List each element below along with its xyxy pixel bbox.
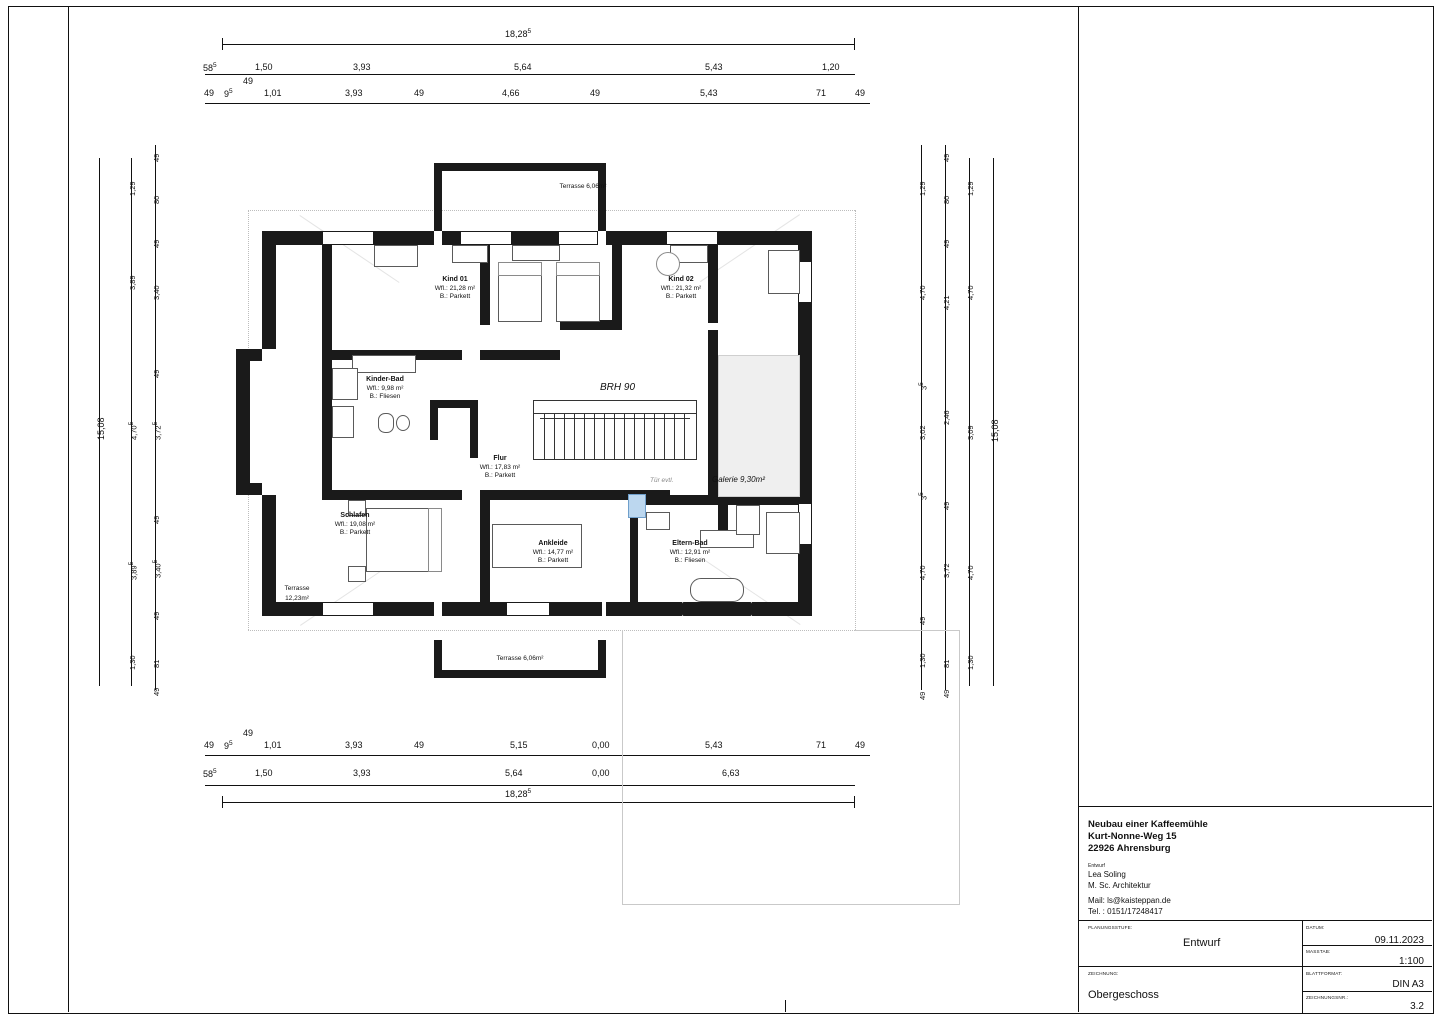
room-floor: B.: Parkett <box>439 293 471 300</box>
dim-tick <box>854 38 855 50</box>
dim-tick <box>854 796 855 808</box>
dim-right-c-8: 49 <box>942 689 951 698</box>
dim-right-b-5: 4,70 <box>918 565 927 580</box>
zeichnung-cell <box>1078 967 1302 1013</box>
dim-top-r2-5: 4,66 <box>502 88 520 98</box>
room-label-flur <box>455 455 545 481</box>
dim-left-b-line <box>155 145 156 690</box>
room-floor: B.: Fliesen <box>674 557 706 564</box>
room-name: Flur <box>493 455 507 462</box>
dim-top-r2-2: 1,01 <box>264 88 282 98</box>
designer-block <box>1088 869 1151 891</box>
dim-right-d-3: 4,70 <box>966 565 975 580</box>
room-floor: B.: Parkett <box>339 529 371 536</box>
planungsstufe-value: Entwurf <box>1183 937 1221 949</box>
guide-line <box>855 630 960 631</box>
dim-top-row1-line <box>205 74 855 75</box>
guide-line <box>855 210 856 630</box>
dim-top-r1-4: 5,43 <box>705 62 723 72</box>
planungsstufe-label: PLANUNGSSTUFE: <box>1088 925 1133 930</box>
dim-left-b-9: 81 <box>152 659 161 668</box>
stair-direction-arrow <box>540 418 690 419</box>
dim-right-b-2: 35 <box>918 382 929 390</box>
room-area: Wfl.: 19,08 m² <box>334 520 376 528</box>
designer-name: Lea Soling <box>1088 870 1126 879</box>
dim-bot-r1-9: 49 <box>855 740 866 750</box>
dim-top-row2-line <box>205 103 870 104</box>
dim-left-a-0: 1,29 <box>128 181 137 196</box>
frame-fold-tick <box>785 1000 786 1012</box>
door-highlight <box>628 494 646 518</box>
dim-bottom-overall-line <box>222 802 854 803</box>
room-area: Wfl.: 12,91 m² <box>669 548 711 556</box>
room-name: Schlafen <box>340 512 370 519</box>
dim-left-b-2: 49 <box>152 239 161 248</box>
dim-right-d-4: 1,30 <box>966 655 975 670</box>
dim-bot-r2-4: 0,00 <box>592 768 610 778</box>
dim-bot-r1-3: 3,93 <box>345 740 363 750</box>
room-area: Wfl.: 21,28 m² <box>434 284 476 292</box>
dim-right-b-3: 3,02 <box>918 425 927 440</box>
dim-right-b-6: 49 <box>918 616 927 625</box>
room-label-kinder-bad <box>340 376 430 402</box>
dim-bottom-row1-line <box>205 755 870 756</box>
contact-mail: Mail: ls@kaisteppan.de <box>1088 896 1171 905</box>
dim-top-r2-9: 49 <box>855 88 866 98</box>
dim-left-a-2: 4,705 <box>128 421 139 440</box>
dim-right-b-8: 49 <box>918 691 927 700</box>
room-name: Kind 02 <box>668 276 694 283</box>
dim-right-c-5: 49 <box>942 501 951 510</box>
project-address <box>1088 819 1208 855</box>
terrace-left-label-2: 12,23m² <box>285 595 309 602</box>
room-name: Kind 01 <box>442 276 468 283</box>
dim-bot-r2-3: 5,64 <box>505 768 523 778</box>
dim-bot-r1-1: $9^5$ <box>224 740 233 751</box>
dim-right-c-6: 3,72 <box>942 563 951 578</box>
dim-bot-r1-0: 49 <box>204 740 215 750</box>
masstab-label: MASSTAB: <box>1306 949 1331 954</box>
dim-left-b-8: 49 <box>152 611 161 620</box>
dim-right-c-7: 81 <box>942 659 951 668</box>
room-label-eltern-bad <box>645 540 735 566</box>
dim-bot-r2-0: $58^5$ <box>203 768 217 779</box>
dim-bot-r1-8: 71 <box>816 740 827 750</box>
terrace-top-label: Terrasse 6,06m² <box>559 183 607 190</box>
dim-left-b-10: 49 <box>152 687 161 696</box>
dim-bot-r1-2: 1,01 <box>264 740 282 750</box>
room-label-kind-01 <box>410 276 500 302</box>
project-name: Neubau einer Kaffeemühle <box>1088 819 1208 830</box>
contact-block <box>1088 895 1171 917</box>
dim-top-r1-3: 5,64 <box>514 62 532 72</box>
zeichnungsnr-divider <box>1302 991 1432 1012</box>
dim-right-c-1: 80 <box>942 195 951 204</box>
guide-line <box>622 630 623 905</box>
contact-phone: Tel. : 0151/17248417 <box>1088 907 1163 916</box>
room-area: Wfl.: 21,32 m² <box>660 284 702 292</box>
room-label-kind-02 <box>636 276 726 302</box>
galerie-label: Galerie 9,30m² <box>712 475 765 484</box>
zeichnungsnr-label: ZEICHNUNGSNR.: <box>1306 995 1349 1000</box>
blattformat-label: BLATTFORMAT: <box>1306 971 1343 976</box>
dim-left-b-7: 3,405 <box>152 559 163 578</box>
room-area: Wfl.: 14,77 m² <box>532 548 574 556</box>
room-name: Ankleide <box>538 540 568 547</box>
guide-line <box>248 630 855 631</box>
room-label-schlafen <box>310 512 400 538</box>
terrace-left-label-1: Terrasse <box>284 585 310 592</box>
dim-bottom-row2-line <box>205 785 855 786</box>
dim-bot-r2-1: 1,50 <box>255 768 273 778</box>
dim-top-r2-7: 5,43 <box>700 88 718 98</box>
dim-left-a-4: 1,30 <box>128 655 137 670</box>
room-label-ankleide <box>508 540 598 566</box>
dim-top-r1-5: 1,20 <box>822 62 840 72</box>
zeichnung-label: ZEICHNUNG: <box>1088 971 1119 976</box>
entwurf-caption: Entwurf <box>1088 863 1105 869</box>
dim-bot-r2-5: 6,63 <box>722 768 740 778</box>
project-city: 22926 Ahrensburg <box>1088 843 1171 854</box>
dim-top-r1-2: 3,93 <box>353 62 371 72</box>
project-street: Kurt-Nonne-Weg 15 <box>1088 831 1177 842</box>
dim-bot-r1-5: 5,15 <box>510 740 528 750</box>
dim-left-overall: 15,08 <box>96 417 106 440</box>
dim-right-d-0: 1,29 <box>966 181 975 196</box>
dim-bot-r1-extra: 49 <box>243 728 254 738</box>
dim-right-d-line <box>969 158 970 686</box>
room-name: Eltern-Bad <box>672 540 708 547</box>
room-floor: B.: Fliesen <box>369 393 401 400</box>
dim-top-r2-0: 49 <box>204 88 215 98</box>
dim-left-b-3: 3,40 <box>152 285 161 300</box>
dim-right-d-1: 4,70 <box>966 285 975 300</box>
stair-top-run <box>533 400 697 414</box>
dim-top-r1-1: 1,50 <box>255 62 273 72</box>
masstab-value: 1:100 <box>1398 956 1424 967</box>
dim-top-overall: 18,28$^5$ <box>505 28 532 39</box>
dim-top-r2-3: 3,93 <box>345 88 363 98</box>
title-block <box>1078 806 1432 1013</box>
dim-right-c-2: 49 <box>942 239 951 248</box>
dim-left-b-0: 49 <box>152 153 161 162</box>
dim-bot-r1-4: 49 <box>414 740 425 750</box>
designer-title: M. Sc. Architektur <box>1088 881 1151 890</box>
brh-label: BRH 90 <box>600 382 636 393</box>
masstab-divider <box>1302 945 1432 967</box>
dim-right-overall: 15,08 <box>990 419 1000 442</box>
guide-line <box>248 210 855 211</box>
zeichnung-value: Obergeschoss <box>1088 989 1159 1001</box>
dim-left-b-5: 3,725 <box>152 421 163 440</box>
dim-left-a-1: 3,89 <box>128 275 137 290</box>
dim-bot-r1-7: 5,43 <box>705 740 723 750</box>
dim-top-r2-6: 49 <box>590 88 601 98</box>
room-area: Wfl.: 17,83 m² <box>479 463 521 471</box>
dim-tick <box>222 38 223 50</box>
dim-bottom-overall: 18,28$^5$ <box>505 788 532 799</box>
dim-right-c-0: 49 <box>942 153 951 162</box>
room-area: Wfl.: 9,98 m² <box>366 384 404 392</box>
dim-right-b-line <box>921 145 922 690</box>
dim-left-b-4: 49 <box>152 369 161 378</box>
dim-tick <box>222 796 223 808</box>
dim-right-c-4: 2,46 <box>942 410 951 425</box>
dim-left-a-3: 3,895 <box>128 561 139 580</box>
room-floor: B.: Parkett <box>484 472 516 479</box>
tuer-evtl-label: Tür evtl. <box>650 477 674 484</box>
dim-top-r1-0: $58^5$ <box>203 62 217 73</box>
datum-label: DATUM: <box>1306 925 1325 930</box>
title-block-row-2 <box>1078 966 1432 1013</box>
dim-right-c-3: 4,21 <box>942 295 951 310</box>
dim-top-r2-8: 71 <box>816 88 827 98</box>
dim-left-b-6: 49 <box>152 515 161 524</box>
planungsstufe-cell <box>1078 921 1302 966</box>
dim-right-b-4: 35 <box>918 492 929 500</box>
dim-top-r2-1: $9^5$ <box>224 88 233 99</box>
dim-right-d-2: 3,09 <box>966 425 975 440</box>
dim-top-r1-extra: 49 <box>243 76 254 86</box>
dim-right-b-0: 1,29 <box>918 181 927 196</box>
dim-top-overall-line <box>222 44 854 45</box>
title-block-row-1 <box>1078 920 1432 966</box>
dim-right-b-7: 1,30 <box>918 653 927 668</box>
dim-bot-r2-2: 3,93 <box>353 768 371 778</box>
datum-value: 09.11.2023 <box>1374 935 1424 946</box>
room-name: Kinder-Bad <box>366 376 404 383</box>
blattformat-value: DIN A3 <box>1392 979 1424 990</box>
guide-line <box>622 904 960 905</box>
dim-left-b-1: 80 <box>152 195 161 204</box>
guide-line <box>959 630 960 905</box>
zeichnungsnr-value: 3.2 <box>1410 1001 1424 1012</box>
terrace-bottom-label: Terrasse 6,06m² <box>496 655 544 662</box>
dim-bot-r1-6: 0,00 <box>592 740 610 750</box>
dim-top-r2-4: 49 <box>414 88 425 98</box>
room-floor: B.: Parkett <box>665 293 697 300</box>
dim-right-b-1: 4,70 <box>918 285 927 300</box>
room-floor: B.: Parkett <box>537 557 569 564</box>
